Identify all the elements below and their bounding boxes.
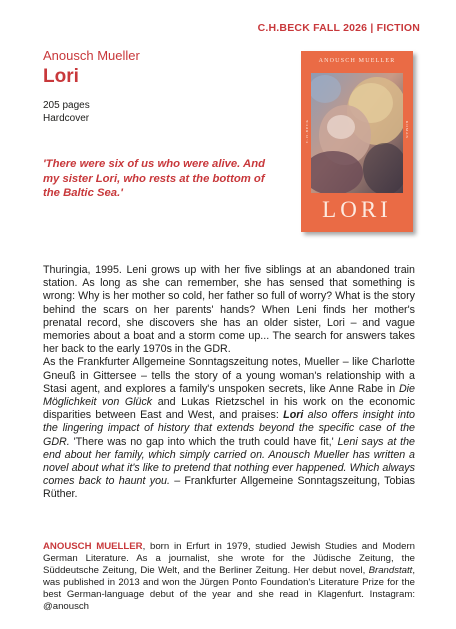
cover-side-genre: ROMAN	[405, 121, 409, 140]
book-meta	[43, 99, 90, 125]
cover-author: ANOUSCH MUELLER	[318, 58, 396, 64]
book-author: Anousch Mueller	[43, 48, 140, 63]
book-format: Hardcover	[43, 113, 90, 124]
author-bio: ANOUSCH MUELLER, born in Erfurt in 1979, studied Jewish Studies and Modern German Literature. As a journalist, she wrote for the Jüdische Zeitung, the Süddeutsche Zeitung, Die Welt, and the Berliner Zeitung. Her debut novel, Brandstatt, was published in 2013 and won the Jürgen Ponto Foundation's Literature Prize for the best German-language debut of the year and she read in Klagenfurt. Instagram: @anousch	[43, 541, 415, 612]
bio-author-name: ANOUSCH MUELLER	[43, 541, 143, 552]
description-paragraph-2: As the Frankfurter Allgemeine Sonntagszeitung notes, Mueller – like Charlotte Gneuß in Gittersee – tells the story of a young woman's relationship with a Stasi agent, and explores a family's unspoken secrets, like Anne Rabe in Die Möglichkeit von Glück and Lukas Rietzschel in his work on the economic disparities between East and West, and praises: Lori also offers insight into the lingering impact of history that extends beyond the specific case of the GDR. 'There was no gap into which the truth could have fit,' Leni says at the end about her family, which simply carried on. Anousch Mueller has written a novel about what it's like to pretend that nothing ever happened. Which always comes back to haunt you. – Frankfurter Allgemeine Sonntagszeitung, Tobias Rüther.	[43, 356, 415, 501]
cover-side-publisher: C.H.BECK	[305, 119, 309, 143]
page-count: 205 pages	[43, 100, 90, 111]
book-title: Lori	[43, 66, 79, 87]
book-description	[43, 264, 415, 502]
cover-title: LORI	[322, 197, 392, 222]
book-cover	[301, 51, 413, 232]
cover-photo	[311, 73, 403, 193]
description-paragraph-1: Thuringia, 1995. Leni grows up with her five siblings at an abandoned train station. As long as she can remember, she has sensed that something is wrong: Why is her mother so cold, her father so full of worry? What is the story behind the scars on her parents' hands? When Leni finds her mother's prenatal record, she discovers she has an older sister, Lori – and vague memories about a boat and a storm come up... The search for answers takes her back to the early 1970s in the GDR.	[43, 264, 415, 356]
catalog-header: C.H.BECK FALL 2026 | FICTION	[257, 22, 420, 34]
book-quote: 'There were six of us who were alive. And my sister Lori, who rests at the bottom of the Baltic Sea.'	[43, 158, 265, 199]
